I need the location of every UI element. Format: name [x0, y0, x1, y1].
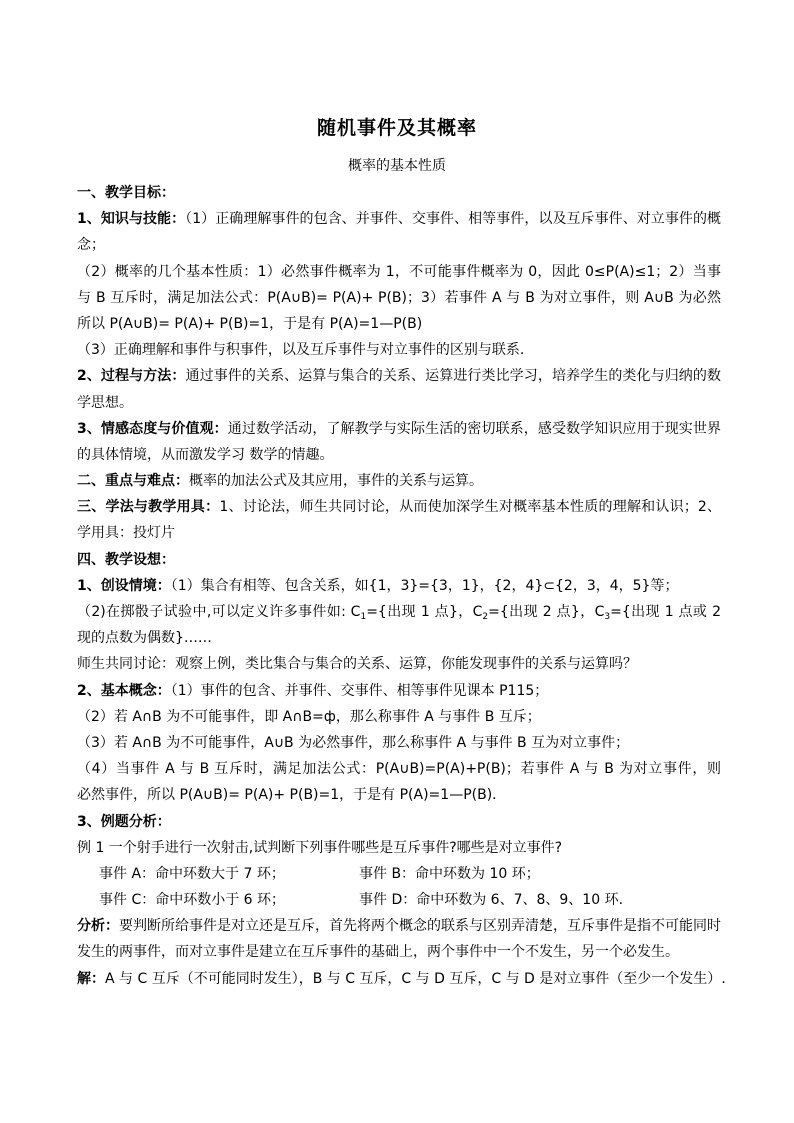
text-line: 发生的两事件，而对立事件是建立在互斥事件的基础上，两个事件中一个不发生，另一个必发生。	[77, 944, 679, 961]
text-process-method: 通过事件的关系、运算与集合的关系、运算进行类比学习，培养学生的类化与归纳的数	[185, 368, 721, 385]
section-teaching-goals: 一、教学目标：	[77, 185, 175, 201]
text-fragment: ={出现 2 点}，C	[488, 604, 605, 620]
label-knowledge-skills: 1、知识与技能：	[77, 211, 186, 228]
subscript: 3	[604, 612, 611, 622]
text-line: （2）概率的几个基本性质：1）必然事件概率为 1，不可能事件概率为 0，因此 0≤P(A)≤1；2）当事	[77, 263, 721, 280]
text-line: 学思想。	[77, 394, 133, 411]
paragraph-emotion-values	[77, 416, 721, 442]
paragraph-solution	[77, 966, 726, 992]
paragraph-dice-experiment	[77, 599, 721, 625]
subscript: 1	[360, 612, 367, 622]
text-line: 与 B 互斥时，满足加法公式：P(A∪B)= P(A)+ P(B)；3）若事件 A 与 B 为对立事件，则 A∪B 为必然	[77, 289, 721, 306]
label-analysis: 分析：	[77, 918, 119, 935]
paragraph-knowledge-skills	[77, 206, 721, 232]
text-line: 所以 P(A∪B)= P(A)+ P(B)=1，于是有 P(A)=1—P(B)	[77, 315, 423, 332]
text-line: 学用具：投灯片	[77, 525, 175, 542]
text-analysis: 要判断所给事件是对立还是互斥，首先将两个概念的联系与区别弄清楚，互斥事件是指不可能同时	[119, 918, 721, 935]
example-1-question: 例 1 一个射手进行一次射击,试判断下列事件哪些是互斥事件?哪些是对立事件?	[77, 839, 563, 856]
text-fragment: （2)在掷骰子试验中,可以定义许多事件如: C	[77, 604, 361, 620]
paragraph-methods-tools	[77, 494, 721, 520]
text-line: （3）正确理解和事件与积事件，以及互斥事件与对立事件的区别与联系.	[77, 342, 525, 359]
text-create-situation: （1）集合有相等、包含关系，如{1，3}={3，1}，{2，4}⊂{2，3，4，5}等；	[170, 577, 679, 594]
document-body	[77, 180, 726, 992]
text-line: （4）当事件 A 与 B 互斥时，满足加法公式：P(A∪B)=P(A)+P(B)；若事件 A 与 B 为对立事件，则	[77, 761, 721, 778]
label-key-points: 二、重点与难点：	[77, 473, 189, 490]
text-basic-concepts: （1）事件的包含、并事件、交事件、相等事件见课本 P115；	[170, 682, 549, 699]
text-line: 现的点数为偶数}……	[77, 630, 212, 647]
text-line: 师生共同讨论：观察上例，类比集合与集合的关系、运算，你能发现事件的关系与运算吗？	[77, 656, 637, 673]
label-create-situation: 1、创设情境：	[77, 577, 171, 594]
event-a: 事件 A：命中环数大于 7 环；	[99, 865, 285, 882]
text-key-points: 概率的加法公式及其应用，事件的关系与运算。	[189, 473, 483, 490]
page-subtitle: 概率的基本性质	[348, 158, 446, 174]
text-line: （2）若 A∩B 为不可能事件，即 A∩B=ф，那么称事件 A 与事件 B 互斥；	[77, 708, 541, 725]
events-row-1	[77, 861, 721, 887]
label-basic-concepts: 2、基本概念：	[77, 682, 171, 699]
text-fragment: ={出现 1 点}，C	[366, 604, 483, 620]
subscript: 2	[482, 612, 489, 622]
text-knowledge-skills: （1）正确理解事件的包含、并事件、交事件、相等事件，以及互斥事件、对立事件的概	[185, 211, 721, 228]
text-line: 必然事件，所以 P(A∪B)= P(A)+ P(B)=1，于是有 P(A)=1—P(B)．	[77, 787, 507, 804]
paragraph-basic-concepts	[77, 678, 721, 704]
paragraph-key-points	[77, 468, 721, 494]
paragraph-analysis	[77, 913, 721, 939]
text-emotion-values: 通过数学活动，了解教学与实际生活的密切联系，感受数学知识应用于现实世界	[227, 420, 721, 437]
paragraph-create-situation	[77, 573, 721, 599]
event-d: 事件 D：命中环数为 6、7、8、9、10 环.	[359, 892, 624, 909]
events-row-2	[77, 887, 721, 913]
text-line: 念；	[77, 237, 105, 254]
event-b: 事件 B：命中环数为 10 环；	[359, 865, 540, 882]
text-solution: A 与 C 互斥（不可能同时发生），B 与 C 互斥，C 与 D 互斥，C 与 D 是对立事件（至少一个发生）.	[105, 970, 726, 987]
text-methods-tools: 1、讨论法，师生共同讨论，从而使加深学生对概率基本性质的理解和认识；2、	[219, 499, 721, 516]
text-line: 的具体情境，从而激发学习 数学的情趣。	[77, 446, 334, 463]
label-solution: 解：	[77, 970, 105, 987]
page-title: 随机事件及其概率	[316, 117, 477, 139]
label-emotion-values: 3、情感态度与价值观：	[77, 420, 228, 437]
label-process-method: 2、过程与方法：	[77, 368, 186, 385]
text-fragment: ={出现 1 点或 2	[610, 604, 721, 620]
paragraph-process-method	[77, 363, 721, 389]
section-example-analysis: 3、例题分析：	[77, 813, 171, 830]
text-line: （3）若 A∩B 为不可能事件，A∪B 为必然事件，那么称事件 A 与事件 B 互为对立事件；	[77, 734, 630, 751]
event-c: 事件 C：命中环数小于 6 环；	[99, 892, 286, 909]
label-methods-tools: 三、学法与教学用具：	[77, 499, 220, 516]
section-teaching-plan: 四、教学设想：	[77, 551, 175, 568]
